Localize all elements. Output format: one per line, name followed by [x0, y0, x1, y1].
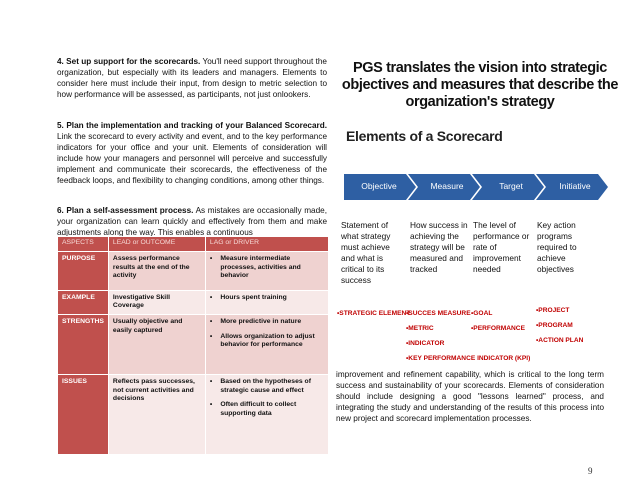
table-cell-lead: Assess performance results at the end of the activity	[108, 252, 205, 291]
paragraph-self-assessment	[57, 205, 327, 238]
bullet: •	[209, 377, 213, 385]
table-cell-lead: Reflects pass successes, not current activities and decisions	[108, 374, 205, 454]
table-cell-lead: Usually objective and easily captured	[108, 314, 205, 374]
table-cell-lag	[205, 252, 328, 291]
paragraph-continuation: improvement and refinement capability, which is critical to the long term success and sustainability of your scorecards. Elements of consideration should include designing a good "lessons learned" process, and integrating the study and understanding of the results of this process into new project and scorecard implementation processes.	[336, 370, 604, 423]
table-cell-aspect: ISSUES	[58, 374, 109, 454]
lag-item: Often difficult to collect supporting data	[220, 401, 297, 417]
label-measure: •METRIC	[406, 325, 434, 332]
label-target: •PERFORMANCE	[471, 325, 525, 332]
table-cell-lag	[205, 374, 328, 454]
paragraph-plan-implementation	[57, 120, 327, 186]
paragraph-text: Link the scorecard to every activity and event, and to the key performance indicators for your office and your unit. Elements of consideration will include how your managers and personnel will perceive and successfully implement and communicate their scorecards, the effectiveness of the feedback loops, and flexibility to changing conditions, among other things.	[57, 132, 327, 185]
step-label-initiative: Initiative	[559, 181, 591, 191]
table-cell-aspect: PURPOSE	[58, 252, 109, 291]
lag-item: Hours spent training	[220, 293, 287, 301]
bullet: •	[209, 332, 213, 340]
step-label-target: Target	[499, 181, 523, 191]
paragraph-support	[57, 56, 327, 100]
label-initiative: •PROGRAM	[536, 322, 573, 329]
label-initiative: •PROJECT	[536, 307, 570, 314]
label-target: •GOAL	[471, 310, 493, 317]
slide-headline: PGS translates the vision into strategic objectives and measures that describe the organization's strategy	[341, 60, 619, 110]
lag-item: Measure intermediate processes, activities and behavior	[220, 255, 301, 280]
table-row	[58, 374, 329, 454]
description-initiative: Key action programs required to achieve objectives	[537, 220, 577, 274]
label-measure: •KEY PERFORMANCE INDICATOR (KPI)	[406, 355, 531, 362]
bullet: •	[209, 255, 213, 262]
table-header-cell: LEAD or OUTCOME	[108, 237, 205, 252]
paragraph-lead: 5. Plan the implementation and tracking of your Balanced Scorecard.	[57, 121, 327, 130]
table-row	[58, 290, 329, 314]
bullet: •	[209, 293, 213, 301]
paragraph-lead: 4. Set up support for the scorecards.	[57, 57, 201, 66]
table-cell-lag	[205, 290, 328, 314]
description-measure: How success in achieving the strategy will be measured and tracked	[410, 220, 468, 274]
lag-item: More predictive in nature	[220, 317, 302, 325]
step-label-objective: Objective	[361, 181, 397, 191]
table-cell-lag	[205, 314, 328, 374]
table-cell-aspect: STRENGTHS	[58, 314, 109, 374]
description-objective: Statement of what strategy must achieve and what is critical to its success	[341, 220, 391, 285]
table-cell-lead: Investigative Skill Coverage	[108, 290, 205, 314]
bullet: •	[209, 317, 213, 325]
table-row	[58, 314, 329, 374]
bullet: •	[209, 401, 213, 409]
table-row	[58, 252, 329, 291]
lead-lag-table	[57, 236, 329, 455]
label-measure: •INDICATOR	[406, 340, 445, 347]
label-initiative: •ACTION PLAN	[536, 337, 584, 344]
table-header-cell: ASPECTS	[58, 237, 109, 252]
page-number: 9	[588, 466, 593, 476]
table-header-row	[58, 237, 329, 252]
lag-item: Allows organization to adjust behavior for performance	[220, 332, 315, 349]
paragraph-text: You'll need support throughout the organization, but especially with its leaders and managers. Elements to consider here must include their input, from design to metric selection to how performance will be assessed, as participants, not just onlookers.	[57, 57, 327, 99]
label-strategic-element: •STRATEGIC ELEMENT	[337, 310, 411, 317]
label-measure: •SUCCES MEASURE	[406, 310, 471, 317]
paragraph-text: As mistakes are occasionally made, your organization can learn quickly and effectively from them and make adjustments along the way. This enables a continuous	[57, 206, 327, 237]
paragraph-lead: 6. Plan a self-assessment process.	[57, 206, 194, 215]
table-header-cell: LAG or DRIVER	[205, 237, 328, 252]
table-cell-aspect: EXAMPLE	[58, 290, 109, 314]
slide-subtitle: Elements of a Scorecard	[346, 128, 503, 144]
lag-item: Based on the hypotheses of strategic cause and effect	[220, 377, 311, 394]
step-label-measure: Measure	[430, 181, 464, 191]
description-target: The level of performance or rate of improvement needed	[473, 220, 530, 274]
